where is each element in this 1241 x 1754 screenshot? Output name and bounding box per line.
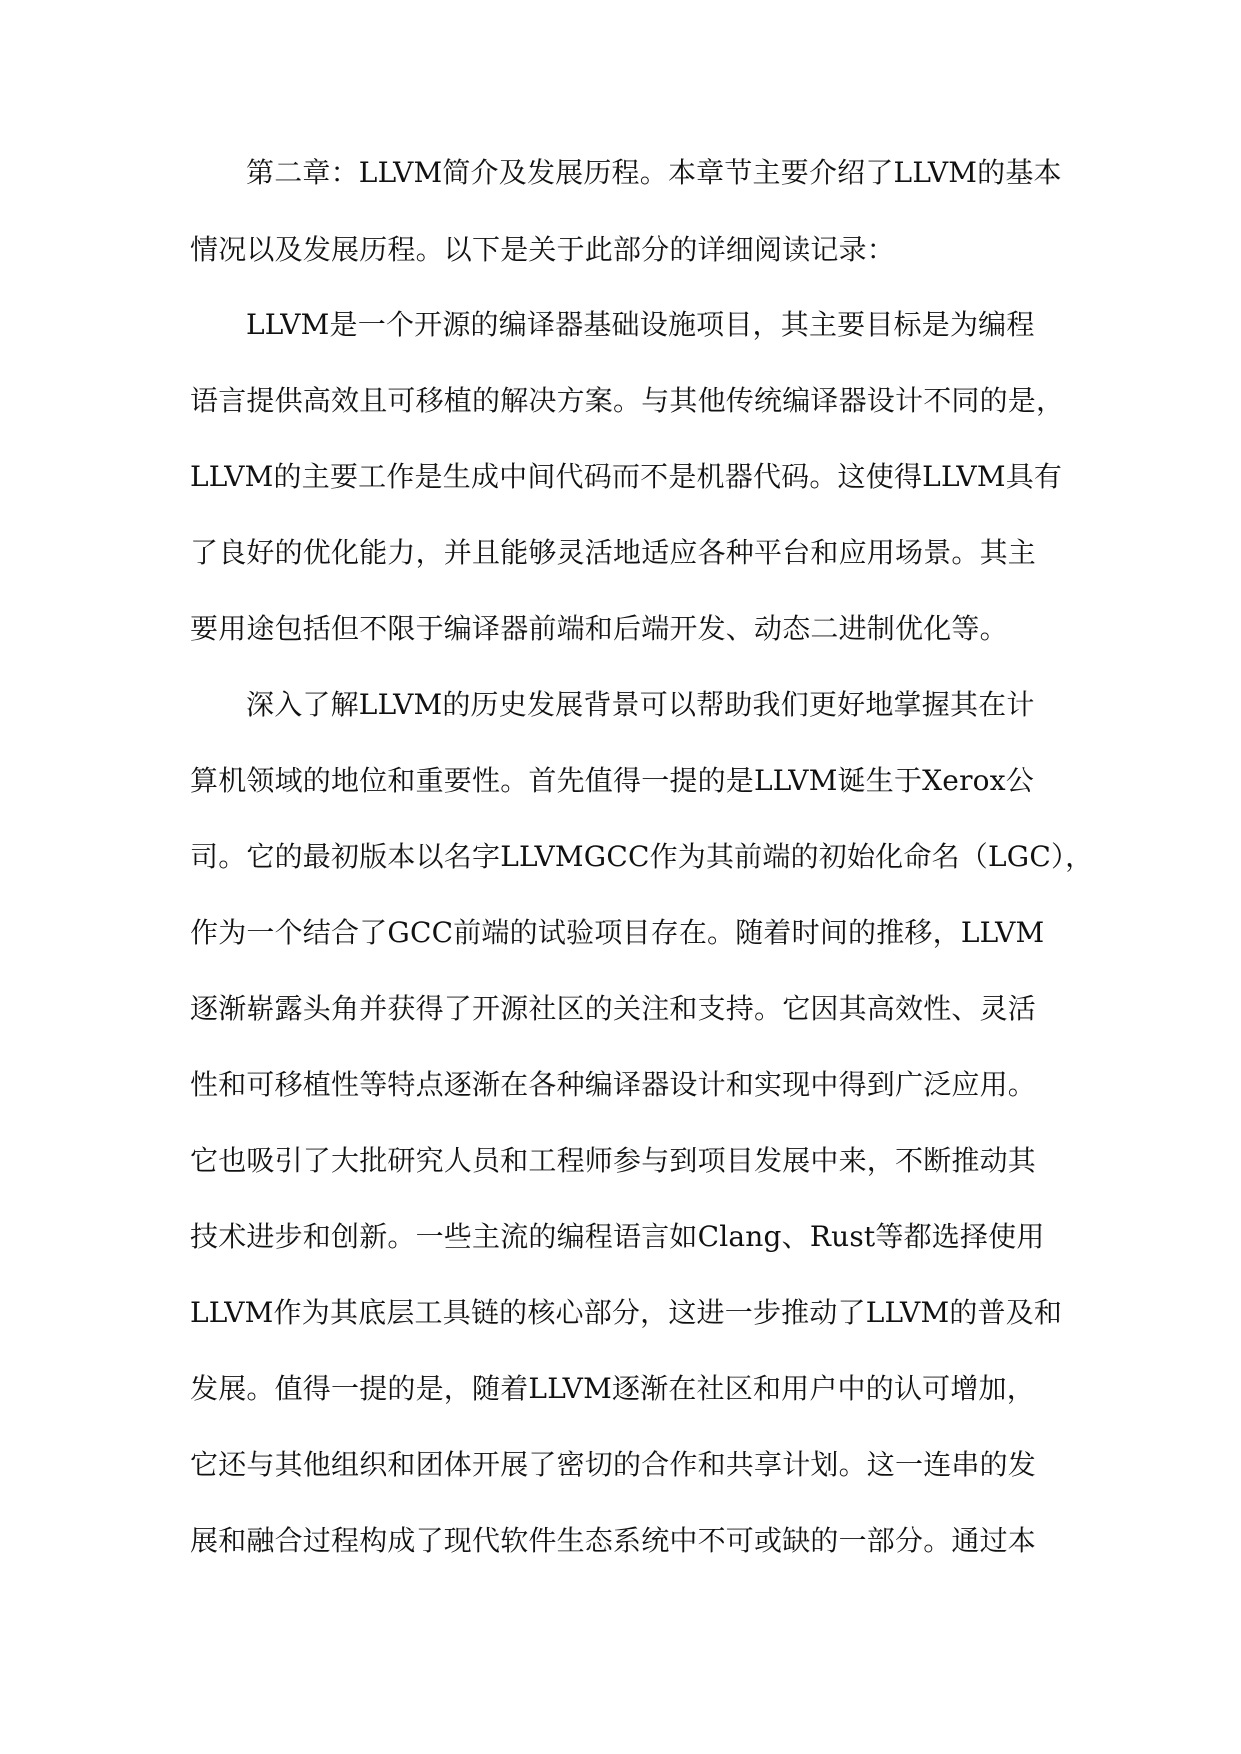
text-line: LLVM作为其底层工具链的核心部分，这进一步推动了LLVM的普及和: [190, 1296, 1063, 1329]
text-line: 它也吸引了大批研究人员和工程师参与到项目发展中来，不断推动其: [190, 1144, 1037, 1177]
text-line: 司。它的最初版本以名字LLVMGCC作为其前端的初始化命名（LGC），: [190, 840, 1094, 873]
text-line: 作为一个结合了GCC前端的试验项目存在。随着时间的推移，LLVM: [190, 916, 1045, 949]
text-line: 语言提供高效且可移植的解决方案。与其他传统编译器设计不同的是，: [190, 384, 1065, 417]
text-line: 第二章：LLVM简介及发展历程。本章节主要介绍了LLVM的基本: [246, 156, 1062, 189]
text-line: 发展。值得一提的是，随着LLVM逐渐在社区和用户中的认可增加，: [190, 1372, 1035, 1405]
text-line: 要用途包括但不限于编译器前端和后端开发、动态二进制优化等。: [190, 612, 1008, 645]
text-line: LLVM是一个开源的编译器基础设施项目，其主要目标是为编程: [246, 308, 1035, 341]
text-line: 性和可移植性等特点逐渐在各种编译器设计和实现中得到广泛应用。: [190, 1068, 1037, 1101]
text-line: 情况以及发展历程。以下是关于此部分的详细阅读记录：: [190, 233, 896, 266]
text-line: 了良好的优化能力，并且能够灵活地适应各种平台和应用场景。其主: [190, 536, 1037, 569]
text-line: 算机领域的地位和重要性。首先值得一提的是LLVM诞生于Xerox公: [190, 764, 1034, 797]
text-line: 逐渐崭露头角并获得了开源社区的关注和支持。它因其高效性、灵活: [190, 992, 1037, 1025]
text-line: 它还与其他组织和团体开展了密切的合作和共享计划。这一连串的发: [190, 1448, 1037, 1481]
text-line: LLVM的主要工作是生成中间代码而不是机器代码。这使得LLVM具有: [190, 460, 1063, 493]
text-line: 深入了解LLVM的历史发展背景可以帮助我们更好地掌握其在计: [246, 688, 1035, 721]
text-line: 展和融合过程构成了现代软件生态系统中不可或缺的一部分。通过本: [190, 1524, 1037, 1557]
text-line: 技术进步和创新。一些主流的编程语言如Clang、Rust等都选择使用: [190, 1220, 1045, 1253]
